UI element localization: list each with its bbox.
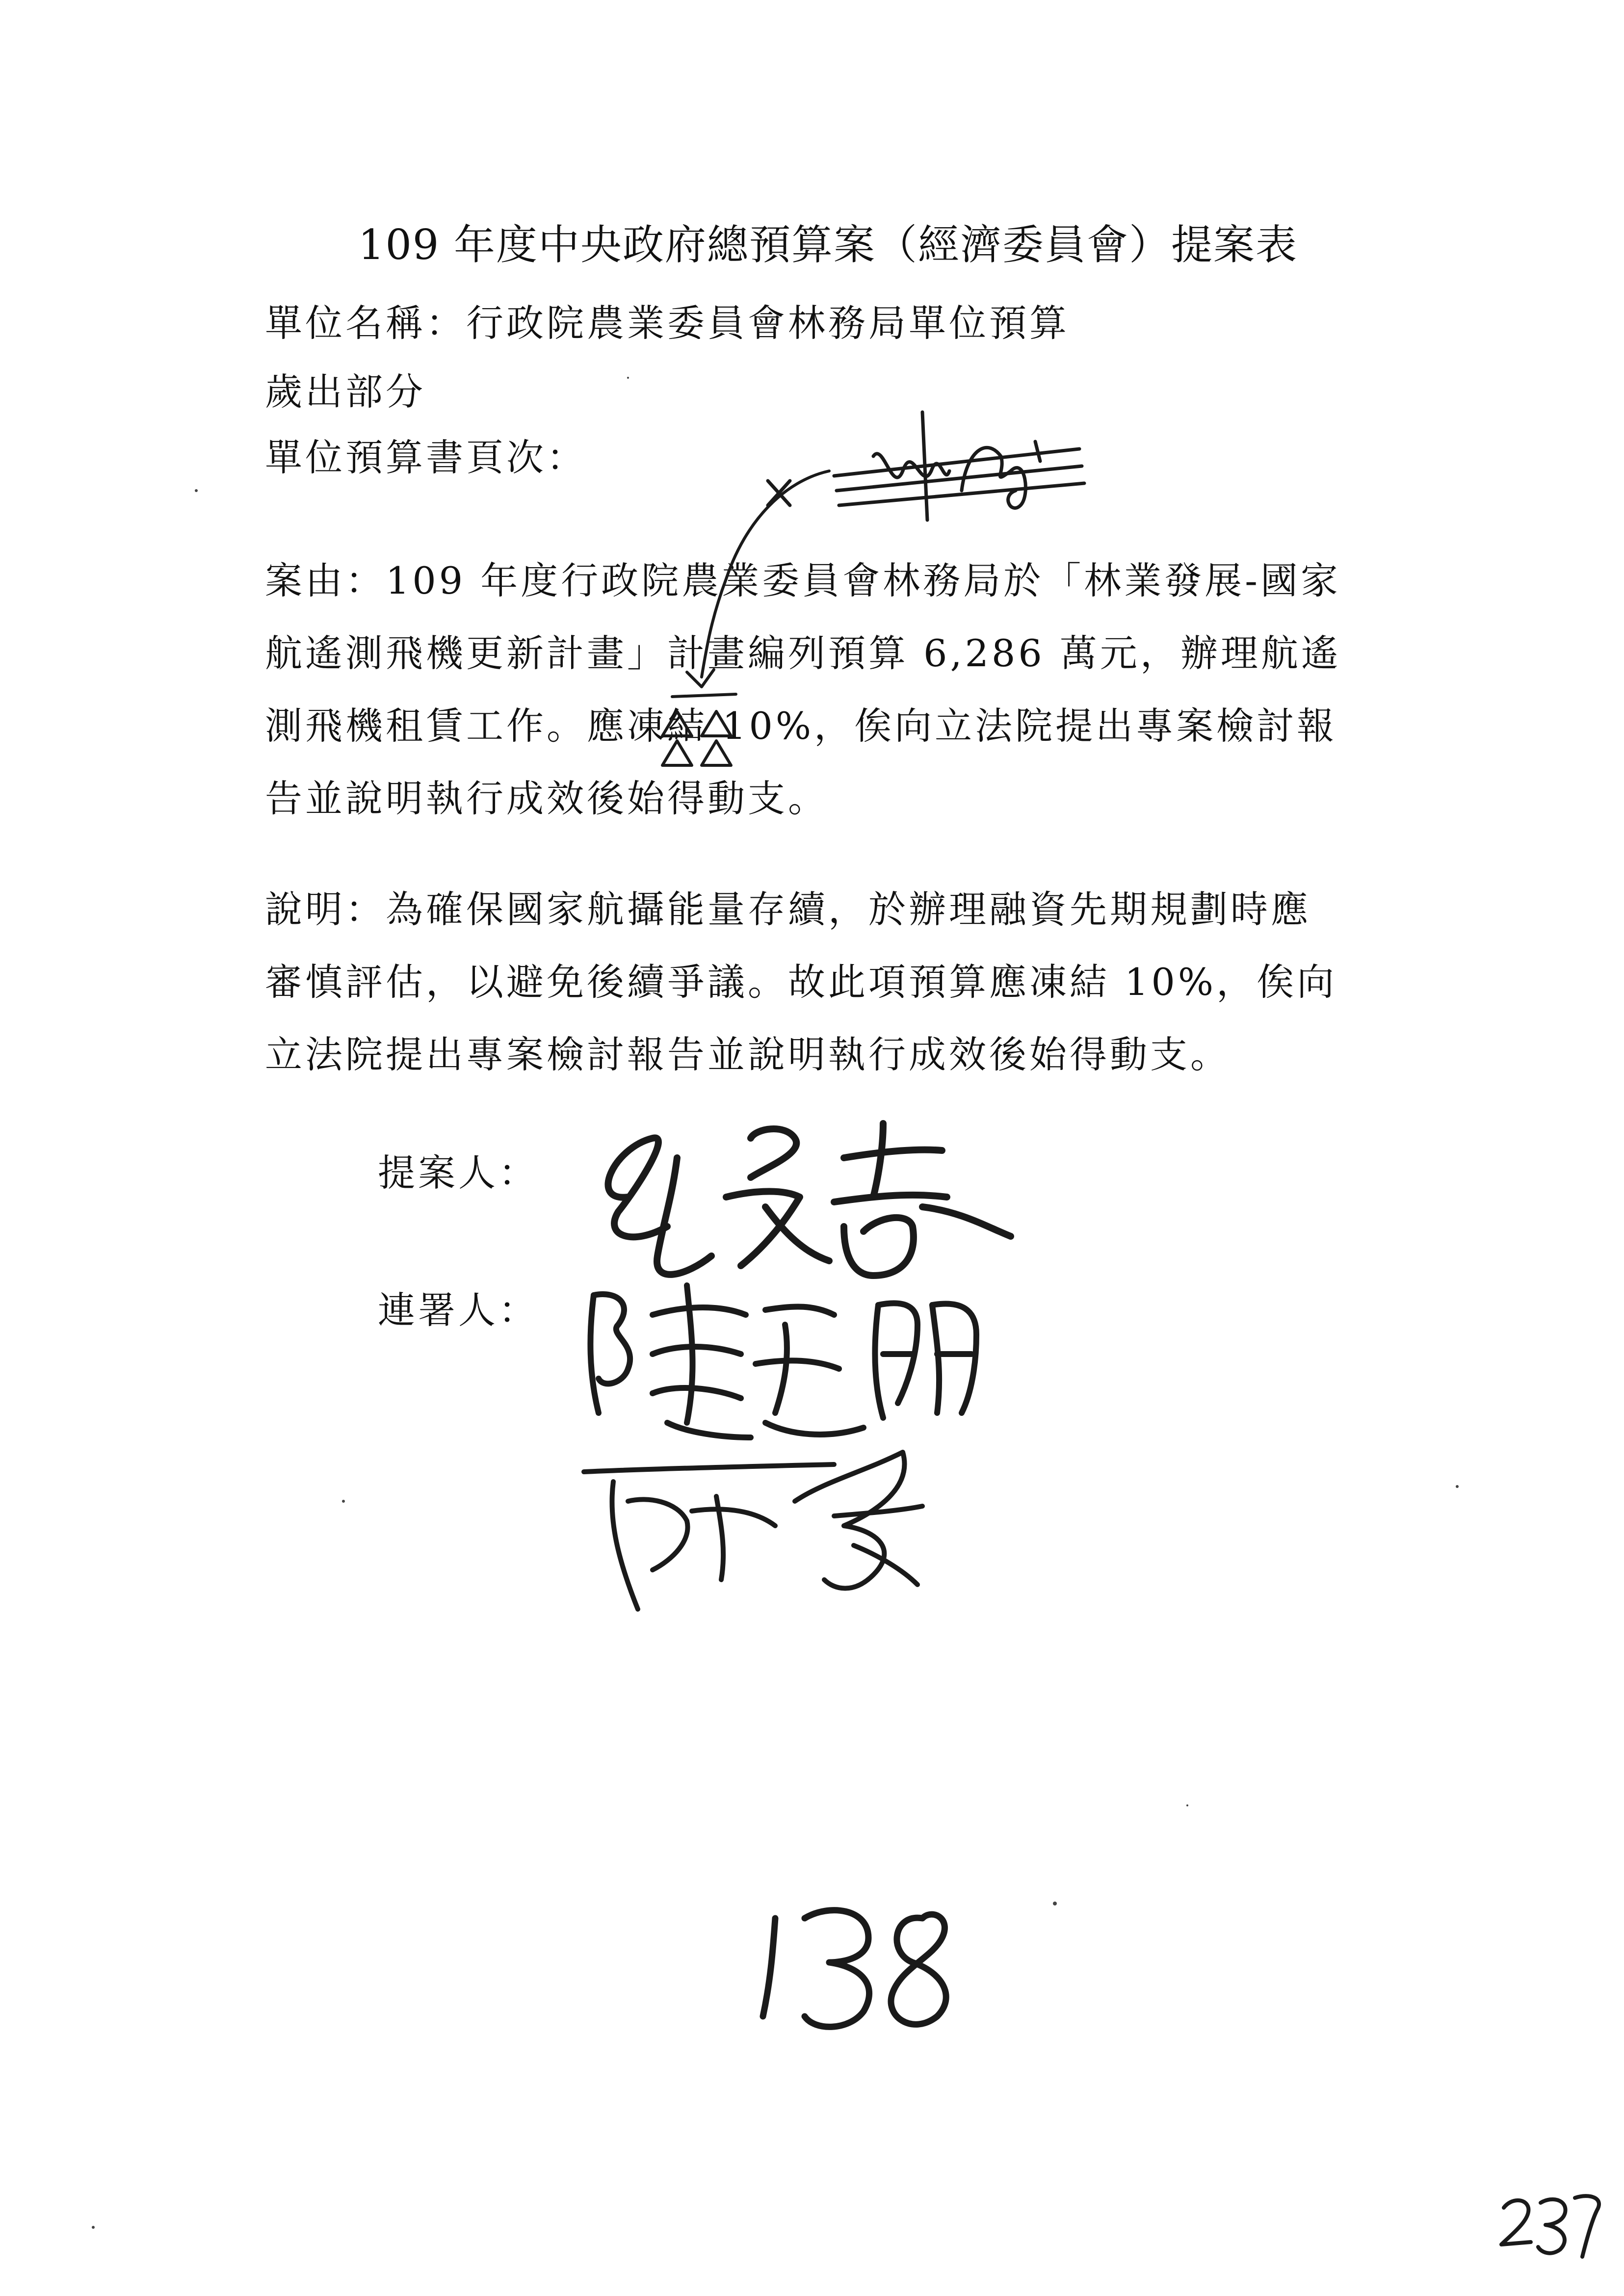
- cosigner-label: 連署人：: [378, 1288, 539, 1332]
- explanation-line: 審慎評估，以避免後續爭議。故此項預算應凍結 10%，俟向: [265, 960, 1337, 1004]
- proposal-paragraph: [265, 545, 1403, 835]
- page-ref-label: 單位預算書頁次：: [265, 436, 587, 479]
- proposer-label: 提案人：: [378, 1151, 539, 1195]
- proposal-line: 航遙測飛機更新計畫」計畫編列預算 6,286 萬元，辦理航遙: [265, 631, 1341, 675]
- explanation-paragraph: [265, 873, 1403, 1091]
- scribbled-page-ref: [768, 412, 1084, 520]
- explanation-line: 立法院提出專案檢討報告並說明執行成效後始得動支。: [265, 1033, 1231, 1076]
- section-label: 歲出部分: [265, 370, 426, 414]
- handwritten-page-number: [1501, 2196, 1599, 2257]
- proposer-signature: [608, 1123, 1011, 1276]
- proposal-line: 告並說明執行成效後始得動支。: [265, 777, 828, 820]
- handwritten-number: [763, 1910, 946, 2027]
- explanation-line: 說明：為確保國家航攝能量存續，於辦理融資先期規劃時應: [265, 887, 1311, 931]
- cosigner-signature: [590, 1285, 976, 1437]
- third-signature: [584, 1452, 922, 1609]
- document-title: 109 年度中央政府總預算案（經濟委員會）提案表: [358, 221, 1298, 269]
- unit-name: 單位名稱：行政院農業委員會林務局單位預算: [265, 301, 1070, 345]
- proposal-line: 測飛機租賃工作。應凍結 10%，俟向立法院提出專案檢討報: [265, 704, 1337, 748]
- proposal-line: 案由：109 年度行政院農業委員會林務局於「林業發展-國家: [265, 559, 1341, 602]
